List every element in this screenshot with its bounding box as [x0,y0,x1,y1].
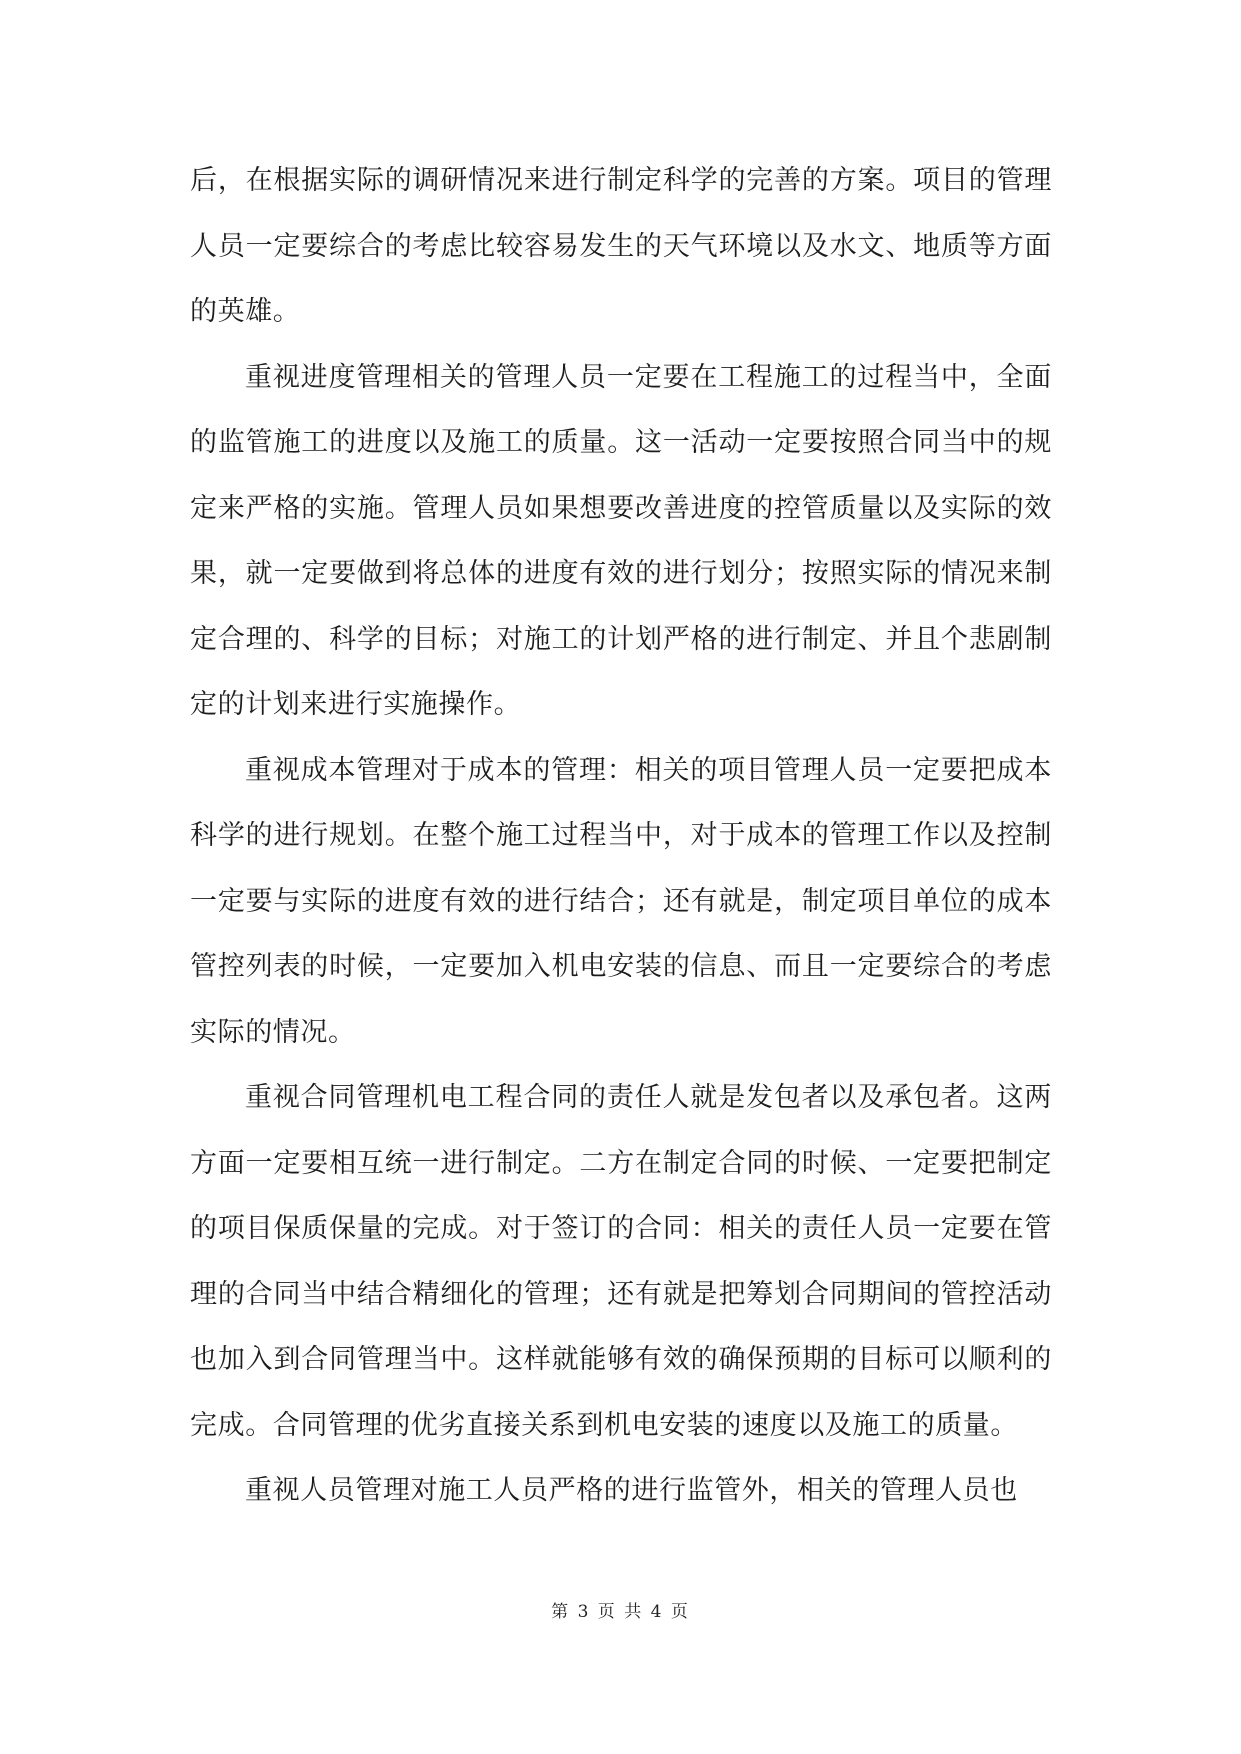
paragraph-5: 重视人员管理对施工人员严格的进行监管外，相关的管理人员也 [245,1475,1018,1506]
body-text [190,148,1052,1524]
paragraph-4: 重视合同管理机电工程合同的责任人就是发包者以及承包者。这两方面一定要相互统一进行制定。二方在制定合同的时候、一定要把制定的项目保质保量的完成。对于签订的合同：相关的责任人员一定要在管理的合同当中结合精细化的管理；还有就是把筹划合同期间的管控活动也加入到合同管理当中。这样就能够有效的确保预期的目标可以顺利的完成。合同管理的优劣直接关系到机电安装的速度以及施工的质量。 [190,1082,1052,1441]
paragraph-3: 重视成本管理对于成本的管理：相关的项目管理人员一定要把成本科学的进行规划。在整个施工过程当中，对于成本的管理工作以及控制一定要与实际的进度有效的进行结合；还有就是，制定项目单位的成本管控列表的时候，一定要加入机电安装的信息、而且一定要综合的考虑实际的情况。 [190,754,1052,1048]
paragraph-1: 后，在根据实际的调研情况来进行制定科学的完善的方案。项目的管理人员一定要综合的考虑比较容易发生的天气环境以及水文、地质等方面的英雄。 [190,165,1052,327]
paragraph-2: 重视进度管理相关的管理人员一定要在工程施工的过程当中，全面的监管施工的进度以及施工的质量。这一活动一定要按照合同当中的规定来严格的实施。管理人员如果想要改善进度的控管质量以及实际的效果，就一定要做到将总体的进度有效的进行划分；按照实际的情况来制定合理的、科学的目标；对施工的计划严格的进行制定、并且个悲剧制定的计划来进行实施操作。 [190,361,1052,720]
page-number-footer: 第 3 页 共 4 页 [551,1602,690,1622]
